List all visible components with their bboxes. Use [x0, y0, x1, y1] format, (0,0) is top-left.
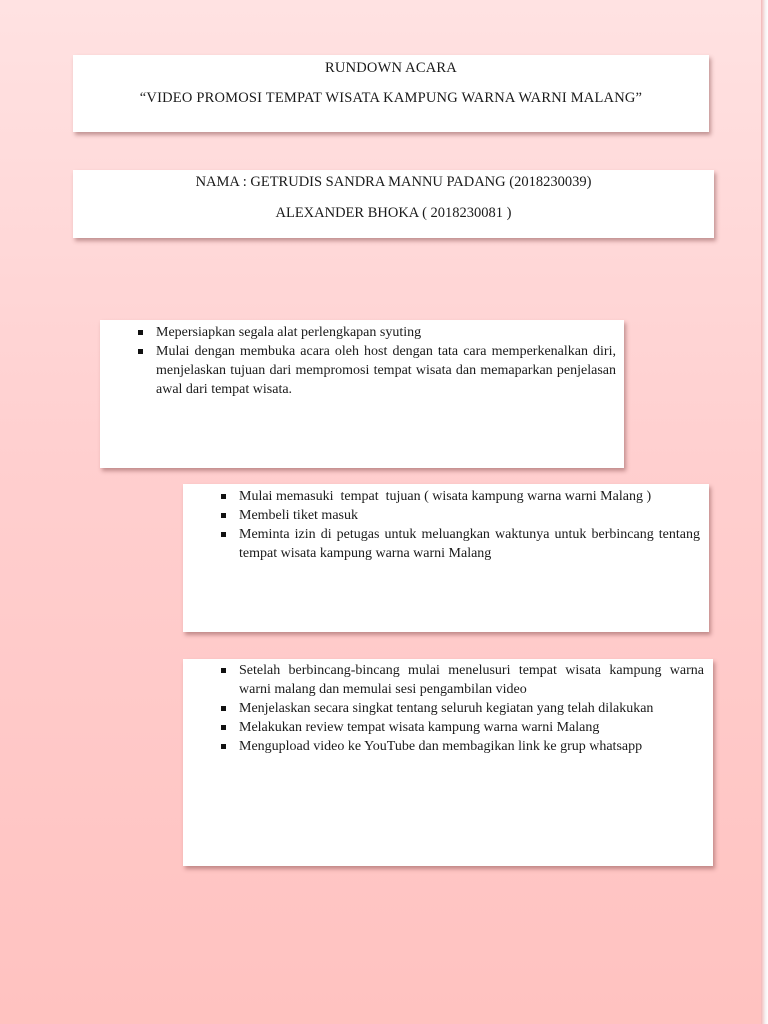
- list-item-text: Mengupload video ke YouTube dan membagikan link ke grup whatsapp: [239, 739, 643, 754]
- square-bullet-icon: [221, 513, 226, 518]
- list-item-text: Mepersiapkan segala alat perlengkapan syuting: [156, 325, 422, 340]
- list-item: [216, 661, 704, 699]
- square-bullet-icon: [221, 744, 226, 749]
- step-box-2: [183, 484, 709, 632]
- list-item-text: Mulai dengan membuka acara oleh host dengan tata cara memperkenalkan diri, menjelaskan tujuan dari mempromosi tempat wisata dan memaparkan penjelasan awal dari tempat wisata.: [156, 344, 616, 397]
- list-item: [216, 525, 700, 563]
- list-item: [216, 506, 700, 525]
- step-2-list: [216, 487, 700, 563]
- square-bullet-icon: [138, 349, 143, 354]
- rundown-title: RUNDOWN ACARA: [325, 60, 457, 76]
- list-item: [133, 323, 616, 342]
- step-box-1: [100, 320, 624, 468]
- list-item-text: Melakukan review tempat wisata kampung warna warni Malang: [239, 720, 600, 735]
- title-box: [73, 55, 709, 132]
- list-item-text: Meminta izin di petugas untuk meluangkan waktunya untuk berbincang tentang tempat wisata kampung warna warni Malang: [239, 527, 700, 561]
- square-bullet-icon: [221, 725, 226, 730]
- name-line-1: NAMA : GETRUDIS SANDRA MANNU PADANG (2018230039): [195, 174, 592, 190]
- list-item: [216, 487, 700, 506]
- list-item: [216, 699, 704, 718]
- square-bullet-icon: [138, 330, 143, 335]
- square-bullet-icon: [221, 706, 226, 711]
- square-bullet-icon: [221, 668, 226, 673]
- list-item-text: Mulai memasuki tempat tujuan ( wisata kampung warna warni Malang ): [239, 489, 652, 504]
- step-box-3: [183, 659, 713, 866]
- step-3-list: [216, 661, 704, 756]
- list-item: [216, 718, 704, 737]
- list-item-text: Membeli tiket masuk: [239, 508, 358, 523]
- step-1-list: [133, 323, 616, 399]
- square-bullet-icon: [221, 532, 226, 537]
- list-item-text: Setelah berbincang-bincang mulai menelusuri tempat wisata kampung warna warni malang dan memulai sesi pengambilan video: [239, 663, 704, 697]
- name-line-2: ALEXANDER BHOKA ( 2018230081 ): [275, 205, 512, 221]
- list-item-text: Menjelaskan secara singkat tentang seluruh kegiatan yang telah dilakukan: [239, 701, 654, 716]
- square-bullet-icon: [221, 494, 226, 499]
- event-subtitle: “VIDEO PROMOSI TEMPAT WISATA KAMPUNG WARNA WARNI MALANG”: [139, 90, 643, 106]
- names-box: [73, 170, 714, 238]
- list-item: [133, 342, 616, 399]
- list-item: [216, 737, 704, 756]
- page-edge: [761, 0, 768, 1024]
